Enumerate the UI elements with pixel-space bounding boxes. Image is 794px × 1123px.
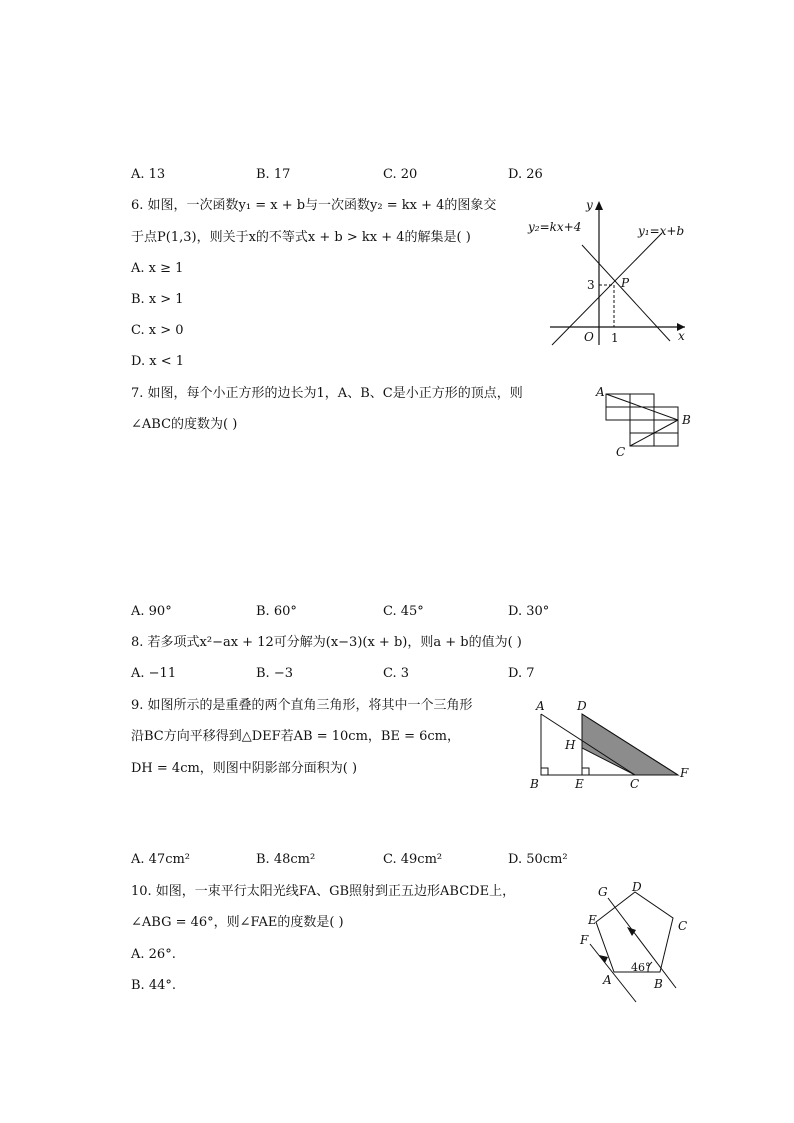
q5-option-a: A. 13: [131, 167, 166, 182]
q9-option-c: C. 49cm²: [383, 852, 443, 867]
q8-option-b: B. −3: [256, 666, 293, 681]
q7-option-a: A. 90°: [131, 604, 172, 619]
q7-option-d: D. 30°: [508, 604, 550, 619]
label-tick-x: 1: [611, 331, 619, 345]
q8-stem: 8. 若多项式x²−ax + 12可分解为(x−3)(x + b)，则a + b的值为( ): [131, 635, 522, 650]
label-h: H: [565, 738, 576, 752]
q6-stem-line1: 6. 如图，一次函数y₁ = x + b与一次函数y₂ = kx + 4的图象交: [131, 198, 497, 213]
q10-stem-line2: ∠ABG = 46°，则∠FAE的度数是( ): [131, 915, 344, 930]
label-y1: y₁=x+b: [638, 224, 685, 238]
label-c: C: [630, 777, 640, 791]
label-e: E: [588, 913, 597, 927]
label-a: A: [536, 699, 545, 713]
q5-option-b: B. 17: [256, 167, 291, 182]
q5-option-d: D. 26: [508, 167, 543, 182]
label-angle: 46°: [631, 961, 651, 974]
label-c: C: [616, 445, 626, 459]
q10-pentagon-figure: [568, 878, 698, 1008]
label-y-axis: y: [586, 198, 593, 212]
q9-option-d: D. 50cm²: [508, 852, 568, 867]
q6-option-c: C. x > 0: [131, 323, 184, 338]
label-point-p: P: [621, 276, 630, 290]
label-b: B: [682, 413, 691, 427]
label-y2: y₂=kx+4: [528, 220, 582, 234]
q6-graph-figure: [520, 195, 695, 350]
label-f: F: [580, 933, 589, 947]
q5-option-c: C. 20: [383, 167, 418, 182]
label-e: E: [575, 777, 584, 791]
label-d: D: [577, 699, 587, 713]
q7-stem-line1: 7. 如图，每个小正方形的边长为1，A、B、C是小正方形的顶点，则: [131, 386, 523, 401]
line-y1: [552, 233, 662, 345]
q8-option-a: A. −11: [131, 666, 177, 681]
q6-option-a: A. x ≥ 1: [131, 261, 184, 276]
q10-option-a: A. 26°.: [131, 947, 176, 962]
q6-option-d: D. x < 1: [131, 354, 184, 369]
label-a: A: [603, 973, 612, 987]
q8-option-c: C. 3: [383, 666, 410, 681]
q8-option-d: D. 7: [508, 666, 535, 681]
q6-option-b: B. x > 1: [131, 292, 184, 307]
label-b: B: [530, 777, 539, 791]
ray-gb: [608, 898, 676, 988]
label-tick-y: 3: [587, 278, 595, 292]
label-a: A: [596, 385, 605, 399]
y-axis-arrow-icon: [595, 201, 603, 210]
label-f: F: [680, 766, 689, 780]
label-b: B: [654, 977, 663, 991]
q9-option-a: A. 47cm²: [131, 852, 191, 867]
q7-stem-line2: ∠ABC的度数为( ): [131, 417, 238, 432]
q9-option-b: B. 48cm²: [256, 852, 316, 867]
label-origin: O: [584, 330, 594, 344]
label-c: C: [678, 919, 688, 933]
q9-stem-line1: 9. 如图所示的是重叠的两个直角三角形，将其中一个三角形: [131, 698, 473, 713]
ray-fa: [590, 944, 636, 1002]
q7-grid-figure: [592, 380, 702, 460]
label-g: G: [598, 885, 608, 899]
q10-stem-line1: 10. 如图，一束平行太阳光线FA、GB照射到正五边形ABCDE上，: [131, 884, 516, 899]
q9-stem-line3: DH = 4cm，则图中阴影部分面积为( ): [131, 761, 358, 776]
q6-stem-line2: 于点P(1,3)，则关于x的不等式x + b > kx + 4的解集是( ): [131, 230, 471, 245]
q7-option-b: B. 60°: [256, 604, 297, 619]
label-d: D: [632, 880, 642, 894]
q7-option-c: C. 45°: [383, 604, 424, 619]
q9-stem-line2: 沿BC方向平移得到△DEF若AB = 10cm，BE = 6cm，: [131, 729, 460, 744]
q10-option-b: B. 44°.: [131, 978, 176, 993]
label-x-axis: x: [678, 329, 685, 343]
q9-triangle-figure: [525, 698, 695, 793]
